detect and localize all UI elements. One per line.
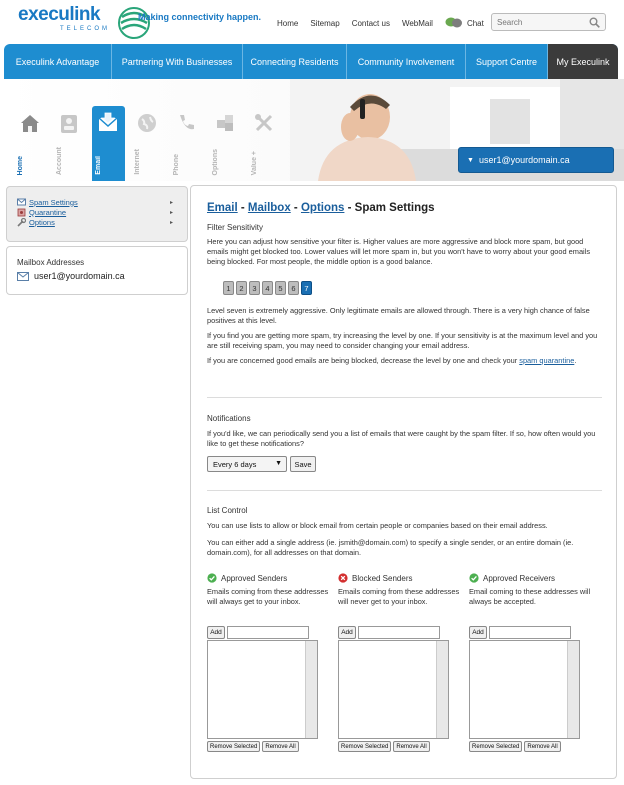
nav-connecting-residents[interactable]: Connecting Residents <box>243 44 347 79</box>
add-address-input[interactable] <box>227 626 309 639</box>
logo-swoosh-icon <box>116 5 152 41</box>
tab-home-label: Home <box>17 155 24 175</box>
notification-frequency-select[interactable] <box>207 456 287 472</box>
chevron-right-icon: ▸ <box>169 199 173 206</box>
level-button-3[interactable]: 3 <box>249 281 260 295</box>
check-circle-icon <box>207 573 217 583</box>
listbox-scrollbar[interactable] <box>436 641 448 738</box>
sidebar-item-options[interactable] <box>17 217 177 227</box>
list-actions <box>207 741 338 752</box>
phone-icon <box>175 112 197 134</box>
notification-frequency-row <box>207 456 316 472</box>
search-input[interactable] <box>492 14 582 30</box>
breadcrumb-options[interactable]: Options <box>300 202 345 214</box>
account-selector-value: user1@yourdomain.ca <box>478 155 570 165</box>
add-address-input[interactable] <box>358 626 440 639</box>
mailbox-address: user1@yourdomain.ca <box>34 271 125 281</box>
blocked-emails-text <box>207 356 602 366</box>
list-title-text: Approved Receivers <box>483 573 556 583</box>
blocked-circle-icon <box>338 573 348 583</box>
sidebar-item-label: Quarantine <box>29 207 67 217</box>
level-button-4[interactable]: 4 <box>262 281 273 295</box>
top-link-sitemap[interactable]: Sitemap <box>310 18 340 28</box>
tab-value-plus-label: Value + <box>251 150 258 175</box>
tab-options[interactable] <box>209 106 242 181</box>
level-button-5[interactable]: 5 <box>275 281 286 295</box>
top-link-contact[interactable]: Contact us <box>351 18 390 28</box>
breadcrumb <box>207 202 435 214</box>
list-control-title: List Control <box>207 506 248 515</box>
add-address-input[interactable] <box>489 626 571 639</box>
add-button[interactable]: Add <box>207 626 225 639</box>
breadcrumb-mailbox[interactable]: Mailbox <box>247 202 291 214</box>
sensitivity-level-selector <box>223 281 314 295</box>
options-icon <box>214 112 236 134</box>
save-button[interactable]: Save <box>290 456 316 472</box>
tab-internet[interactable] <box>131 106 164 181</box>
more-spam-text: If you find you are getting more spam, try increasing the level by one. If your sensitivity is at the maximum level and you are still receiving spam, you may need to consider changing your email address. <box>207 331 598 350</box>
section-divider <box>207 397 602 398</box>
tab-account-label: Account <box>56 147 63 175</box>
list-description: Email coming to these addresses will always be accepted. <box>469 587 591 606</box>
breadcrumb-email[interactable]: Email <box>207 202 238 214</box>
check-circle-icon <box>469 573 479 583</box>
remove-selected-button[interactable]: Remove Selected <box>338 741 391 752</box>
sidebar-item-quarantine[interactable] <box>17 207 177 217</box>
add-button[interactable]: Add <box>338 626 356 639</box>
list-control-columns <box>207 572 600 752</box>
page-title: Spam Settings <box>354 202 435 214</box>
tab-value-plus[interactable] <box>248 106 281 181</box>
level-button-1[interactable]: 1 <box>223 281 234 295</box>
remove-all-button[interactable]: Remove All <box>524 741 560 752</box>
level-button-2[interactable]: 2 <box>236 281 247 295</box>
listbox-scrollbar[interactable] <box>305 641 317 738</box>
chat-icon <box>445 17 463 29</box>
breadcrumb-separator: - <box>237 202 248 214</box>
logo-wordmark: execulink <box>18 4 101 25</box>
site-header <box>0 0 624 44</box>
level-button-7[interactable]: 7 <box>301 281 312 295</box>
section-divider <box>207 490 602 491</box>
blocked-senders-list <box>338 572 469 752</box>
level-description: Level seven is extremely aggressive. Only legitimate emails are allowed through. There is a very high chance of false positives at this level. <box>207 306 590 325</box>
breadcrumb-separator: - <box>290 202 301 214</box>
breadcrumb-separator: - <box>344 202 355 214</box>
sidebar-item-label: Spam Settings <box>29 197 78 207</box>
tab-email-label: Email <box>95 156 102 175</box>
frequency-value: Every 6 days <box>213 459 257 469</box>
spam-quarantine-link[interactable]: spam quarantine <box>519 356 575 365</box>
account-selector[interactable] <box>458 147 614 173</box>
filter-intro-text: Here you can adjust how sensitive your filter is. Higher values are more aggressive and block more spam, but good emails might get blocked too. Lower values will let more spam in, but you won't have to worry about your good emails being blocked. For most people, the middle option is a good balance. <box>207 237 591 266</box>
wrench-icon <box>17 218 26 227</box>
chat-link[interactable] <box>445 17 484 29</box>
envelope-icon <box>17 272 29 281</box>
remove-selected-button[interactable]: Remove Selected <box>469 741 522 752</box>
remove-selected-button[interactable]: Remove Selected <box>207 741 260 752</box>
nav-partnering-businesses[interactable]: Partnering With Businesses <box>112 44 243 79</box>
notifications-text: If you'd like, we can periodically send you a list of emails that were caught by the spam filter. If so, how often would you like to get these notifications? <box>207 429 596 448</box>
level-button-6[interactable]: 6 <box>288 281 299 295</box>
tagline: Making connectivity happen. <box>138 12 262 22</box>
approved-senders-list <box>207 572 338 752</box>
logo-subtitle: TELECOM <box>60 26 111 32</box>
tab-email[interactable] <box>92 106 125 181</box>
tools-icon <box>253 112 275 134</box>
sidebar-menu <box>6 186 188 242</box>
tab-home[interactable] <box>14 106 47 181</box>
list-actions <box>338 741 469 752</box>
filter-sensitivity-title: Filter Sensitivity <box>207 223 264 232</box>
list-description: Emails coming from these addresses will always get to your inbox. <box>207 587 329 606</box>
remove-all-button[interactable]: Remove All <box>393 741 429 752</box>
add-row <box>338 626 469 639</box>
address-listbox[interactable] <box>338 640 449 739</box>
notifications-title: Notifications <box>207 414 251 423</box>
nav-support-centre[interactable]: Support Centre <box>466 44 548 79</box>
listbox-scrollbar[interactable] <box>567 641 579 738</box>
top-link-webmail[interactable]: WebMail <box>401 18 433 28</box>
mailbox-addresses-panel <box>6 246 188 295</box>
list-title-text: Blocked Senders <box>352 573 413 583</box>
remove-all-button[interactable]: Remove All <box>262 741 298 752</box>
tab-options-label: Options <box>212 148 219 175</box>
blocked-emails-prefix: If you are concerned good emails are being blocked, decrease the level by one and check your <box>207 356 520 365</box>
list-title-text: Approved Senders <box>221 573 288 583</box>
blocked-emails-suffix: . <box>574 356 577 365</box>
search-box <box>491 13 606 31</box>
list-description: Emails coming from these addresses will never get to your inbox. <box>338 587 460 606</box>
sidebar-item-label: Options <box>29 217 55 227</box>
internet-icon <box>136 112 158 134</box>
list-title <box>338 572 469 584</box>
add-button[interactable]: Add <box>469 626 487 639</box>
tab-phone[interactable] <box>170 106 203 181</box>
search-icon[interactable] <box>589 17 600 28</box>
sidebar-item-spam-settings[interactable] <box>17 197 177 207</box>
site-logo[interactable] <box>18 4 111 32</box>
list-actions <box>469 741 600 752</box>
list-title <box>469 572 600 584</box>
email-icon <box>97 112 119 134</box>
spam-settings-icon <box>17 198 26 206</box>
chevron-down-icon: ▼ <box>275 460 282 467</box>
main-panel <box>190 185 617 779</box>
address-listbox[interactable] <box>469 640 580 739</box>
nav-community-involvement[interactable]: Community Involvement <box>347 44 466 79</box>
nav-my-execulink[interactable]: My Execulink <box>548 44 618 79</box>
quarantine-icon <box>17 208 26 217</box>
nav-execulink-advantage[interactable]: Execulink Advantage <box>4 44 112 79</box>
account-icon <box>58 112 80 134</box>
approved-receivers-list <box>469 572 600 752</box>
top-link-home[interactable]: Home <box>277 18 299 28</box>
list-control-text-1: You can use lists to allow or block email from certain people or companies based on their email address. <box>207 521 548 530</box>
add-row <box>207 626 338 639</box>
home-icon <box>19 112 41 134</box>
top-links <box>277 17 484 29</box>
main-nav <box>4 44 618 79</box>
mailbox-address-item[interactable] <box>17 271 177 281</box>
chevron-down-icon: ▼ <box>467 156 474 164</box>
tab-account[interactable] <box>53 106 86 181</box>
chat-label: Chat <box>466 18 484 28</box>
address-listbox[interactable] <box>207 640 318 739</box>
mailbox-addresses-heading: Mailbox Addresses <box>17 258 85 267</box>
tab-internet-label: Internet <box>134 149 141 175</box>
chevron-right-icon: ▸ <box>169 209 173 216</box>
list-title <box>207 572 338 584</box>
chevron-right-icon: ▸ <box>169 219 173 226</box>
add-row <box>469 626 600 639</box>
tab-phone-label: Phone <box>173 153 180 175</box>
list-control-text-2: You can either add a single address (ie. jsmith@domain.com) to specify a single sender, or an entire domain (ie. domain.com), for all addresses on that domain. <box>207 538 574 557</box>
account-tabs <box>14 106 287 181</box>
